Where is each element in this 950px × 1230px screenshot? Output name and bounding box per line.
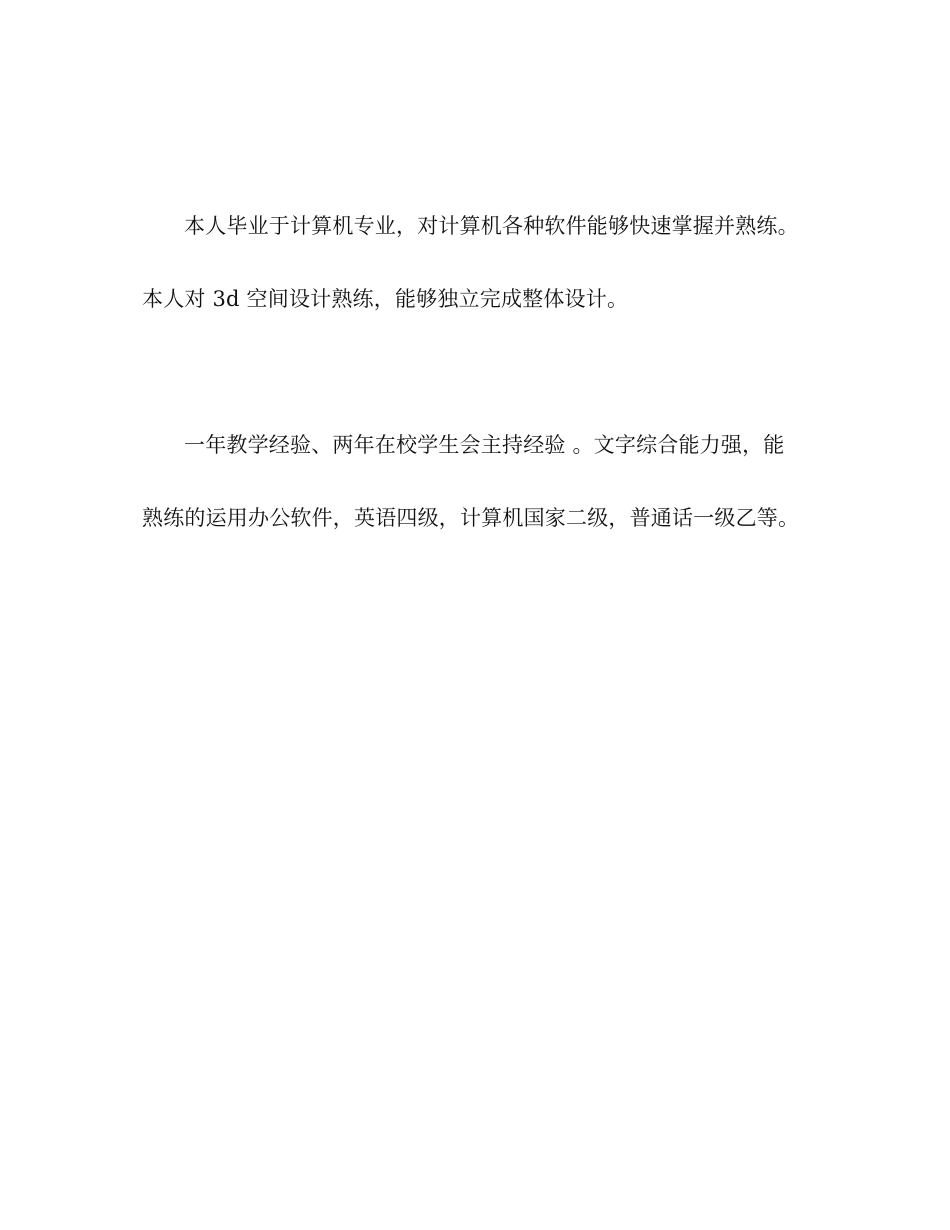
experience-skills-paragraph: 一年教学经验、两年在校学生会主持经验 。文字综合能力强，能熟练的运用办公软件，英语四级，计算机国家二级，普通话一级乙等。: [142, 433, 800, 530]
self-summary-paragraph: 本人毕业于计算机专业，对计算机各种软件能够快速掌握并熟练。本人对 3d 空间设计熟练，能够独立完成整体设计。: [142, 214, 799, 311]
